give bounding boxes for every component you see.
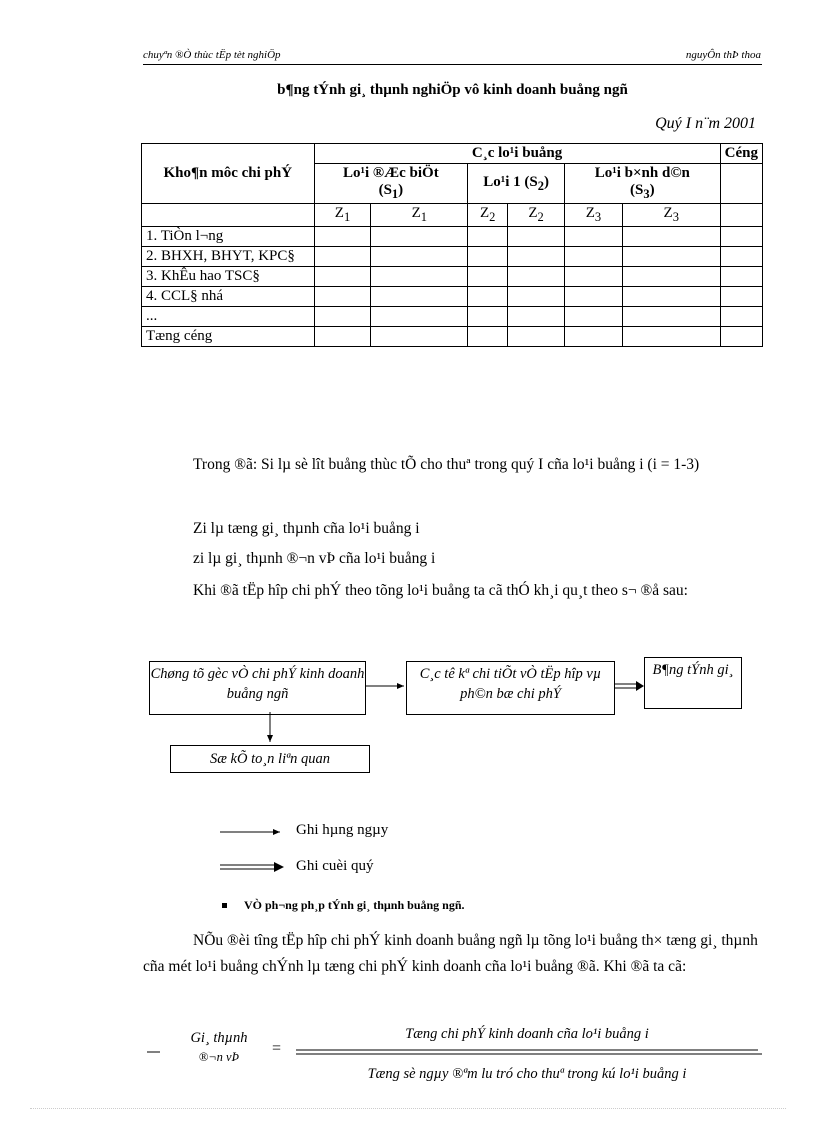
- cell: [314, 227, 371, 247]
- cell: [565, 227, 623, 247]
- cell: [565, 327, 623, 347]
- cell: [622, 227, 720, 247]
- cell: [565, 247, 623, 267]
- bullet-square: [222, 903, 227, 908]
- legend-daily: Ghi hµng ngµy: [296, 822, 389, 838]
- header-right: nguyÔn thÞ thoa: [685, 49, 761, 61]
- cell: [720, 247, 762, 267]
- z-cell: [622, 204, 720, 227]
- header-left: chuyªn ®Ò thùc tËp tèt nghiÖp: [143, 49, 281, 61]
- type-1-label: Lo¹i 1 (S: [483, 173, 538, 190]
- cell: [565, 307, 623, 327]
- header-total: Céng: [720, 144, 762, 164]
- z-cell: [508, 204, 565, 227]
- legend-quarterly: Ghi cuèi quý: [296, 858, 374, 874]
- z-letter: Z: [334, 205, 344, 221]
- diagram-box-source-docs: Chøng tõ gèc vÒ chi phÝ kinh doanh buång ngñ: [149, 661, 366, 715]
- header-type-1: Lo¹i 1 $(S_2)$: [468, 164, 565, 204]
- cell: [314, 287, 371, 307]
- cell: [508, 227, 565, 247]
- table-row: [142, 327, 763, 347]
- z-sub: 2: [537, 210, 544, 224]
- type-special-sub: 1: [391, 187, 399, 201]
- diagram-box-detail-lists: C¸c tê kª chi tiÕt vÒ tËp hîp vµ ph©n bæ chi phÝ: [406, 661, 615, 715]
- cell: [371, 267, 468, 287]
- cell: [314, 267, 371, 287]
- cell: [371, 327, 468, 347]
- table-z-row: [142, 204, 763, 227]
- cell: [720, 204, 762, 227]
- cell: [508, 247, 565, 267]
- formula-equals: =: [272, 1040, 282, 1057]
- row-label: 3. KhÊu hao TSC§: [142, 267, 315, 287]
- cell: [468, 287, 508, 307]
- cell: [720, 307, 762, 327]
- cell: [622, 267, 720, 287]
- table-row: [142, 247, 763, 267]
- cell: [468, 267, 508, 287]
- row-label: ...: [142, 307, 315, 327]
- paragraph-zi-unit: zi lµ gi¸ thµnh ®¬n vÞ cña lo¹i buång i: [193, 550, 436, 567]
- z-letter: Z: [479, 205, 490, 221]
- cell: [622, 327, 720, 347]
- paragraph-cost-method: NÕu ®èi tîng tËp hîp chi phÝ kinh doanh buång ngñ lµ tõng lo¹i buång th× tæng gi¸ thµnh cña mét lo¹i buång chÝnh lµ tæng chi phÝ kinh doanh cña lo¹i buång ®ã. Khi ®ã ta cã:: [143, 932, 758, 975]
- paragraph-diagram-intro: Khi ®ã tËp hîp chi phÝ theo tõng lo¹i buång ta cã thÓ kh¸i qu¸t theo s¬ ®å sau:: [193, 582, 688, 599]
- formula-left-bottom: ®¬n vÞ: [198, 1050, 240, 1064]
- diagram-box-related-ledgers: Sæ kÕ to¸n liªn quan: [170, 745, 370, 773]
- paragraph-zi-total: Zi lµ tæng gi¸ thµnh cña lo¹i buång i: [193, 520, 420, 537]
- z-sub: 3: [594, 210, 602, 224]
- header-type-standard: Lo¹i b×nh d©n $(S_3)$: [565, 164, 721, 204]
- paragraph-where: Trong ®ã: Si lµ sè lît buång thùc tÕ cho thuª trong quý I cña lo¹i buång i (i = 1-3): [193, 456, 700, 473]
- z-letter: Z: [411, 205, 421, 221]
- cell: [468, 327, 508, 347]
- row-label: 1. TiÒn l¬ng: [142, 227, 315, 247]
- cell: [371, 287, 468, 307]
- page-title: b¶ng tÝnh gi¸ thµnh nghiÖp vô kinh doanh buång ngñ: [277, 82, 628, 98]
- formula-numerator: Tæng chi phÝ kinh doanh cña lo¹i buång i: [405, 1026, 649, 1042]
- cell: [468, 247, 508, 267]
- z-cell: [314, 204, 371, 227]
- header-item: Kho¶n môc chi phÝ: [142, 144, 315, 204]
- cell: [622, 287, 720, 307]
- type-special-label: Lo¹i ®Æc biÖt: [343, 165, 439, 181]
- row-label: Tæng céng: [142, 327, 315, 347]
- cell: [720, 267, 762, 287]
- cell: [508, 327, 565, 347]
- table-row: [142, 227, 763, 247]
- z-sub: 2: [489, 210, 496, 224]
- bullet-heading: VÒ ph¬ng ph¸p tÝnh gi¸ thµnh buång ngñ.: [244, 898, 465, 912]
- cell: [468, 307, 508, 327]
- z-cell: [468, 204, 508, 227]
- header-type-special: Lo¹i ®Æc biÖt $(S_1)$: [314, 164, 468, 204]
- z-cell: [371, 204, 468, 227]
- formula-denominator: Tæng sè ngµy ®ªm lu tró cho thuª trong kú lo¹i buång i: [367, 1066, 687, 1082]
- cost-table: [141, 143, 763, 347]
- cell: [314, 327, 371, 347]
- z-cell: [565, 204, 623, 227]
- row-label: 4. CCL§ nhá: [142, 287, 315, 307]
- z-letter: Z: [585, 205, 595, 221]
- cell: [565, 287, 623, 307]
- formula-left-top: Gi¸ thµnh: [190, 1030, 248, 1046]
- cell: [720, 227, 762, 247]
- z-letter: Z: [528, 205, 538, 221]
- z-sub: 1: [343, 210, 351, 224]
- type-1-sub: 2: [537, 178, 544, 193]
- type-standard-sub: 3: [643, 187, 650, 201]
- diagram-box-cost-sheet: B¶ng tÝnh gi¸: [644, 657, 742, 709]
- cell: [508, 307, 565, 327]
- cell: [314, 247, 371, 267]
- type-standard-code: (S: [630, 182, 644, 198]
- legend-quarter-arrow-head: [274, 862, 284, 872]
- z-sub: 3: [672, 210, 679, 224]
- page-bottom-rule: [30, 1108, 786, 1109]
- table-row: [142, 307, 763, 327]
- z-sub: 1: [420, 210, 428, 224]
- cell: [371, 307, 468, 327]
- header-room-types: C¸c lo¹i buång: [314, 144, 720, 164]
- cell: [468, 227, 508, 247]
- cell: [508, 287, 565, 307]
- cell: [508, 267, 565, 287]
- header-total-blank: [720, 164, 762, 204]
- type-standard-label: Lo¹i b×nh d©n: [594, 165, 690, 181]
- cell: [371, 227, 468, 247]
- type-special-code: (S: [378, 182, 392, 198]
- quarter-label: Quý I n¨m 2001: [655, 115, 756, 132]
- cell: [720, 287, 762, 307]
- cell: [720, 327, 762, 347]
- table-row: [142, 267, 763, 287]
- table-header-row: [142, 144, 763, 164]
- arrow-detail-to-sheet-head: [636, 681, 644, 691]
- cell: [565, 267, 623, 287]
- cell: [622, 307, 720, 327]
- cell: [622, 247, 720, 267]
- row-label: 2. BHXH, BHYT, KPC§: [142, 247, 315, 267]
- header-rule: [143, 64, 762, 65]
- table-row: [142, 287, 763, 307]
- z-letter: Z: [663, 205, 673, 221]
- cell: [371, 247, 468, 267]
- cell: [142, 204, 315, 227]
- cell: [314, 307, 371, 327]
